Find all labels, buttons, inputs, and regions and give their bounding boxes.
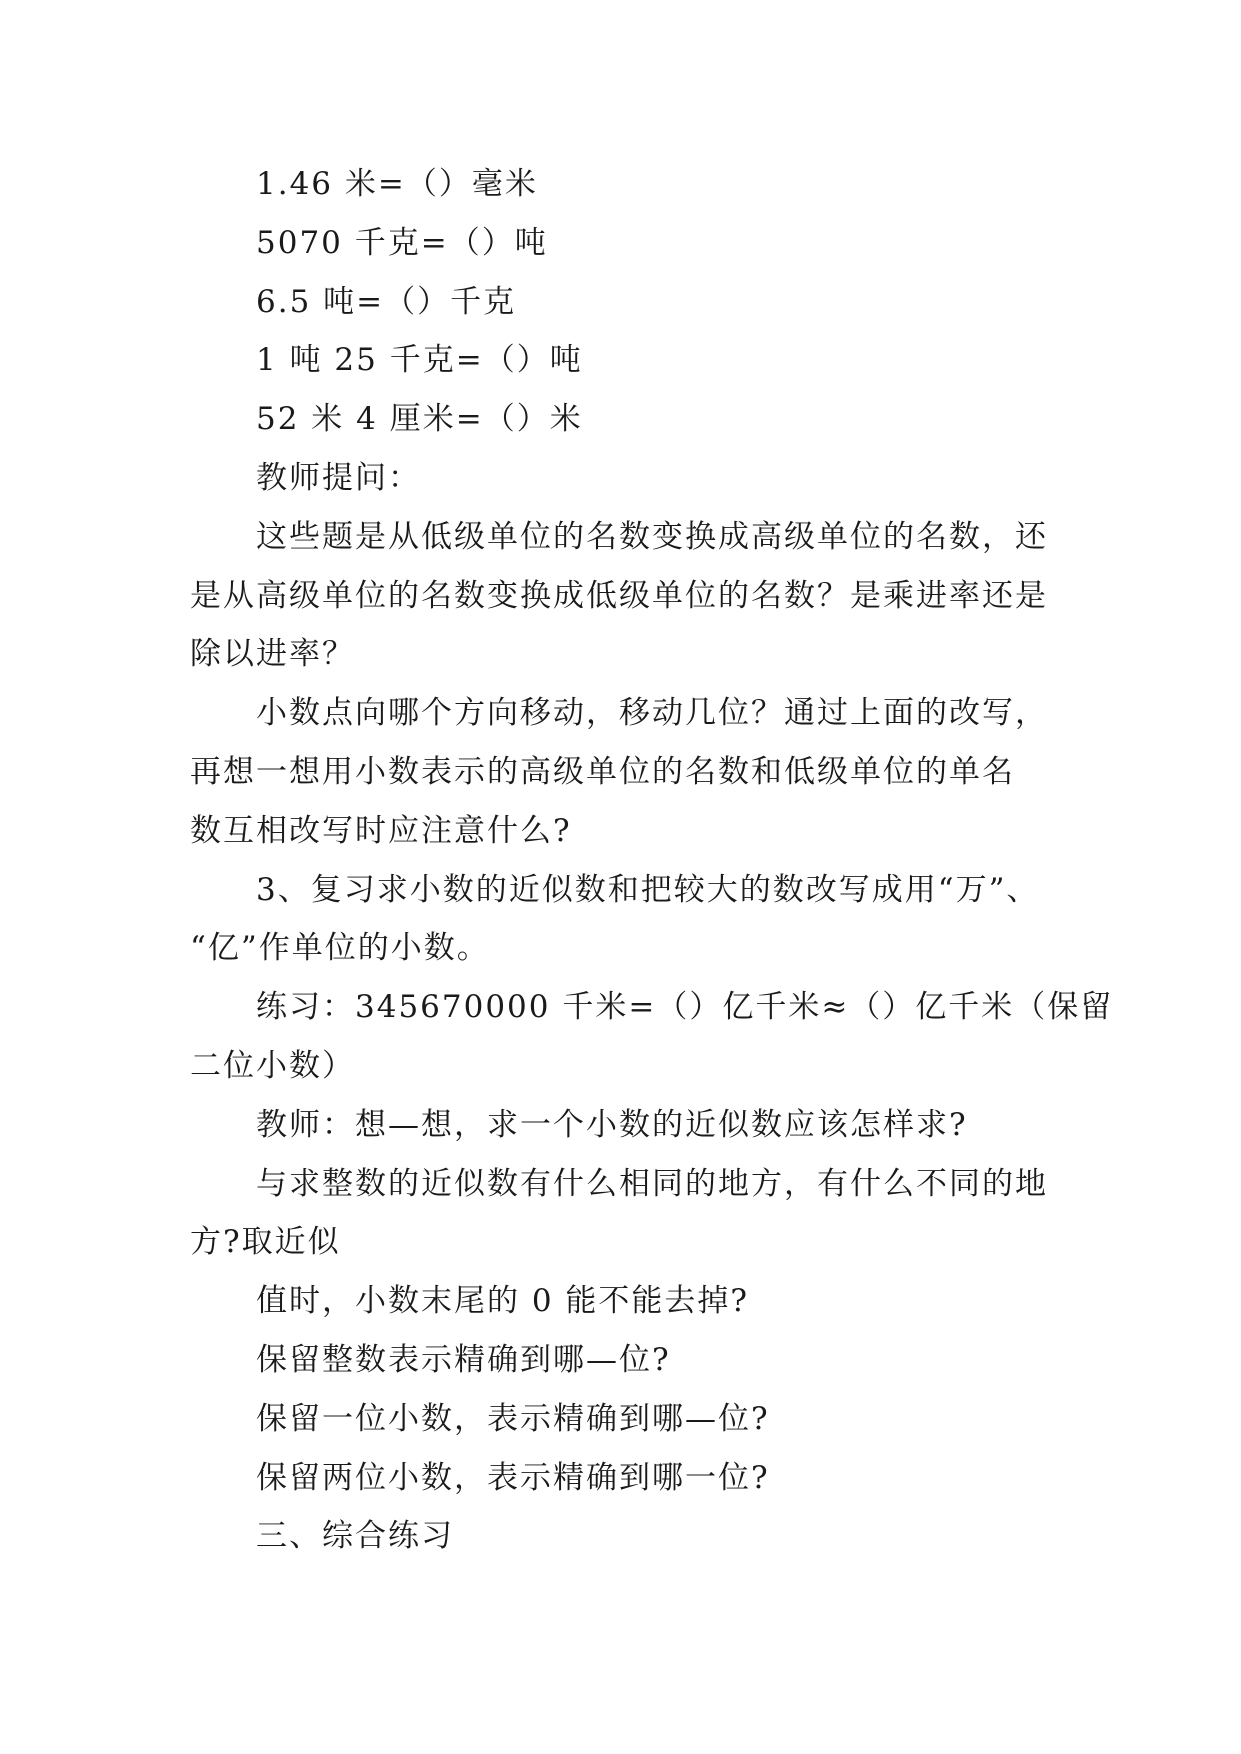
exercise-line: 52 米 4 厘米=（）米 <box>256 401 583 438</box>
exercise-line: 1 吨 25 千克=（）吨 <box>256 342 583 379</box>
paragraph-line: 数互相改写时应注意什么? <box>190 812 572 849</box>
question-line: 保留整数表示精确到哪—位? <box>256 1341 671 1378</box>
practice-line: 练习：345670000 千米=（）亿千米≈（）亿千米（保留 <box>256 989 1114 1026</box>
question-line: 保留一位小数，表示精确到哪—位? <box>256 1400 770 1437</box>
document-body <box>190 155 1114 1566</box>
paragraph-line: 方?取近似 <box>190 1224 341 1261</box>
paragraph-line: 再想一想用小数表示的高级单位的名数和低级单位的单名 <box>190 753 1015 790</box>
practice-line: 二位小数） <box>190 1047 355 1084</box>
paragraph-line: 除以进率？ <box>190 636 355 673</box>
section-heading: 3、复习求小数的近似数和把较大的数改写成用“万”、 <box>256 871 1040 908</box>
exercise-line: 5070 千克=（）吨 <box>256 224 548 261</box>
exercise-line: 6.5 吨=（）千克 <box>256 283 517 320</box>
section-heading: 三、综合练习 <box>256 1518 454 1555</box>
paragraph-line: 是从高级单位的名数变换成低级单位的名数？是乘进率还是 <box>190 577 1048 614</box>
paragraph-line: 与求整数的近似数有什么相同的地方，有什么不同的地 <box>256 1165 1048 1202</box>
question-line: 保留两位小数，表示精确到哪一位? <box>256 1459 770 1496</box>
paragraph-line: 小数点向哪个方向移动，移动几位？通过上面的改写， <box>256 695 1048 732</box>
paragraph-line: 教师：想—想，求一个小数的近似数应该怎样求? <box>256 1106 968 1143</box>
paragraph-line: 这些题是从低级单位的名数变换成高级单位的名数，还 <box>256 518 1048 555</box>
paragraph-line: 值时，小数末尾的 0 能不能去掉? <box>256 1283 750 1320</box>
exercise-line: 1.46 米=（）毫米 <box>256 166 538 202</box>
section-heading-continued: “亿”作单位的小数。 <box>190 930 490 967</box>
teacher-question-label: 教师提问： <box>256 459 421 496</box>
